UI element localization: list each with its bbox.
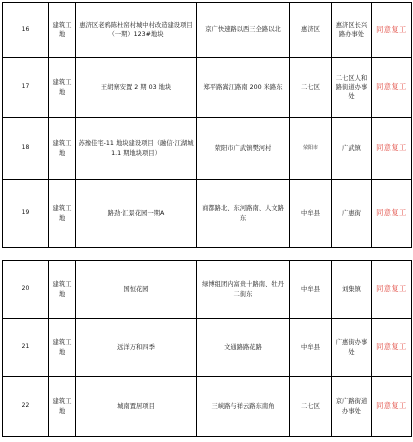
project-name: 国恒花园 (76, 261, 197, 319)
status-badge: 同意复工 (372, 118, 412, 180)
subdistrict: 广武镇 (332, 118, 372, 180)
project-type: 建筑工地 (49, 319, 76, 377)
row-number: 22 (3, 377, 49, 437)
project-type: 建筑工地 (49, 180, 76, 248)
project-location: 郑平路嵩江路南 200 米路东 (197, 58, 290, 118)
status-badge: 同意复工 (372, 261, 412, 319)
table-row (3, 3, 412, 58)
district: 中牟县 (290, 319, 332, 377)
subdistrict: 广惠街 (332, 180, 372, 248)
project-name: 苏豫佳宅-11 地块建设项目（融信·江湖城 1.1 期地块项目） (76, 118, 197, 180)
subdistrict: 二七区人和路街道办事处 (332, 58, 372, 118)
row-number: 17 (3, 58, 49, 118)
project-location: 京广快速路以西三全路以北 (197, 3, 290, 58)
project-type: 建筑工地 (49, 377, 76, 437)
table-row (3, 180, 412, 248)
table-row (3, 261, 412, 319)
subdistrict: 刘集镇 (332, 261, 372, 319)
project-name: 路劲·汇景花园一期A (76, 180, 197, 248)
district: 二七区 (290, 58, 332, 118)
project-location: 绿博组团内富贵十路南、牡丹二街东 (197, 261, 290, 319)
project-type: 建筑工地 (49, 261, 76, 319)
project-location: 文通路路花路 (197, 319, 290, 377)
table-row (3, 377, 412, 437)
project-location: 荥阳市广武镇樊河村 (197, 118, 290, 180)
row-number: 20 (3, 261, 49, 319)
status-badge: 同意复工 (372, 377, 412, 437)
table-row (3, 319, 412, 377)
status-badge: 同意复工 (372, 58, 412, 118)
project-location: 商都路北、东河路南、人文路东 (197, 180, 290, 248)
subdistrict: 京广路街道办事处 (332, 377, 372, 437)
status-badge: 同意复工 (372, 3, 412, 58)
row-number: 21 (3, 319, 49, 377)
district: 惠济区 (290, 3, 332, 58)
subdistrict: 惠济区长兴路办事处 (332, 3, 372, 58)
row-number: 19 (3, 180, 49, 248)
project-name: 惠济区老鸦陈杜窑村城中村改造建设项目（一期）123#地块 (76, 3, 197, 58)
permit-table-lower (2, 260, 412, 437)
project-location: 三峡路与祥云路东南角 (197, 377, 290, 437)
table-row (3, 58, 412, 118)
permit-table-upper (2, 2, 412, 248)
subdistrict: 广惠街办事处 (332, 319, 372, 377)
district: 中牟县 (290, 261, 332, 319)
project-type: 建筑工地 (49, 3, 76, 58)
project-type: 建筑工地 (49, 58, 76, 118)
project-name: 远洋万和四季 (76, 319, 197, 377)
status-badge: 同意复工 (372, 180, 412, 248)
row-number: 16 (3, 3, 49, 58)
district: 中牟县 (290, 180, 332, 248)
project-name: 城南置居项目 (76, 377, 197, 437)
status-badge: 同意复工 (372, 319, 412, 377)
district: 荥阳市 (290, 118, 332, 180)
project-name: 王胡寨安置 2 期 03 地块 (76, 58, 197, 118)
row-number: 18 (3, 118, 49, 180)
table-row (3, 118, 412, 180)
project-type: 建筑工地 (49, 118, 76, 180)
district: 二七区 (290, 377, 332, 437)
